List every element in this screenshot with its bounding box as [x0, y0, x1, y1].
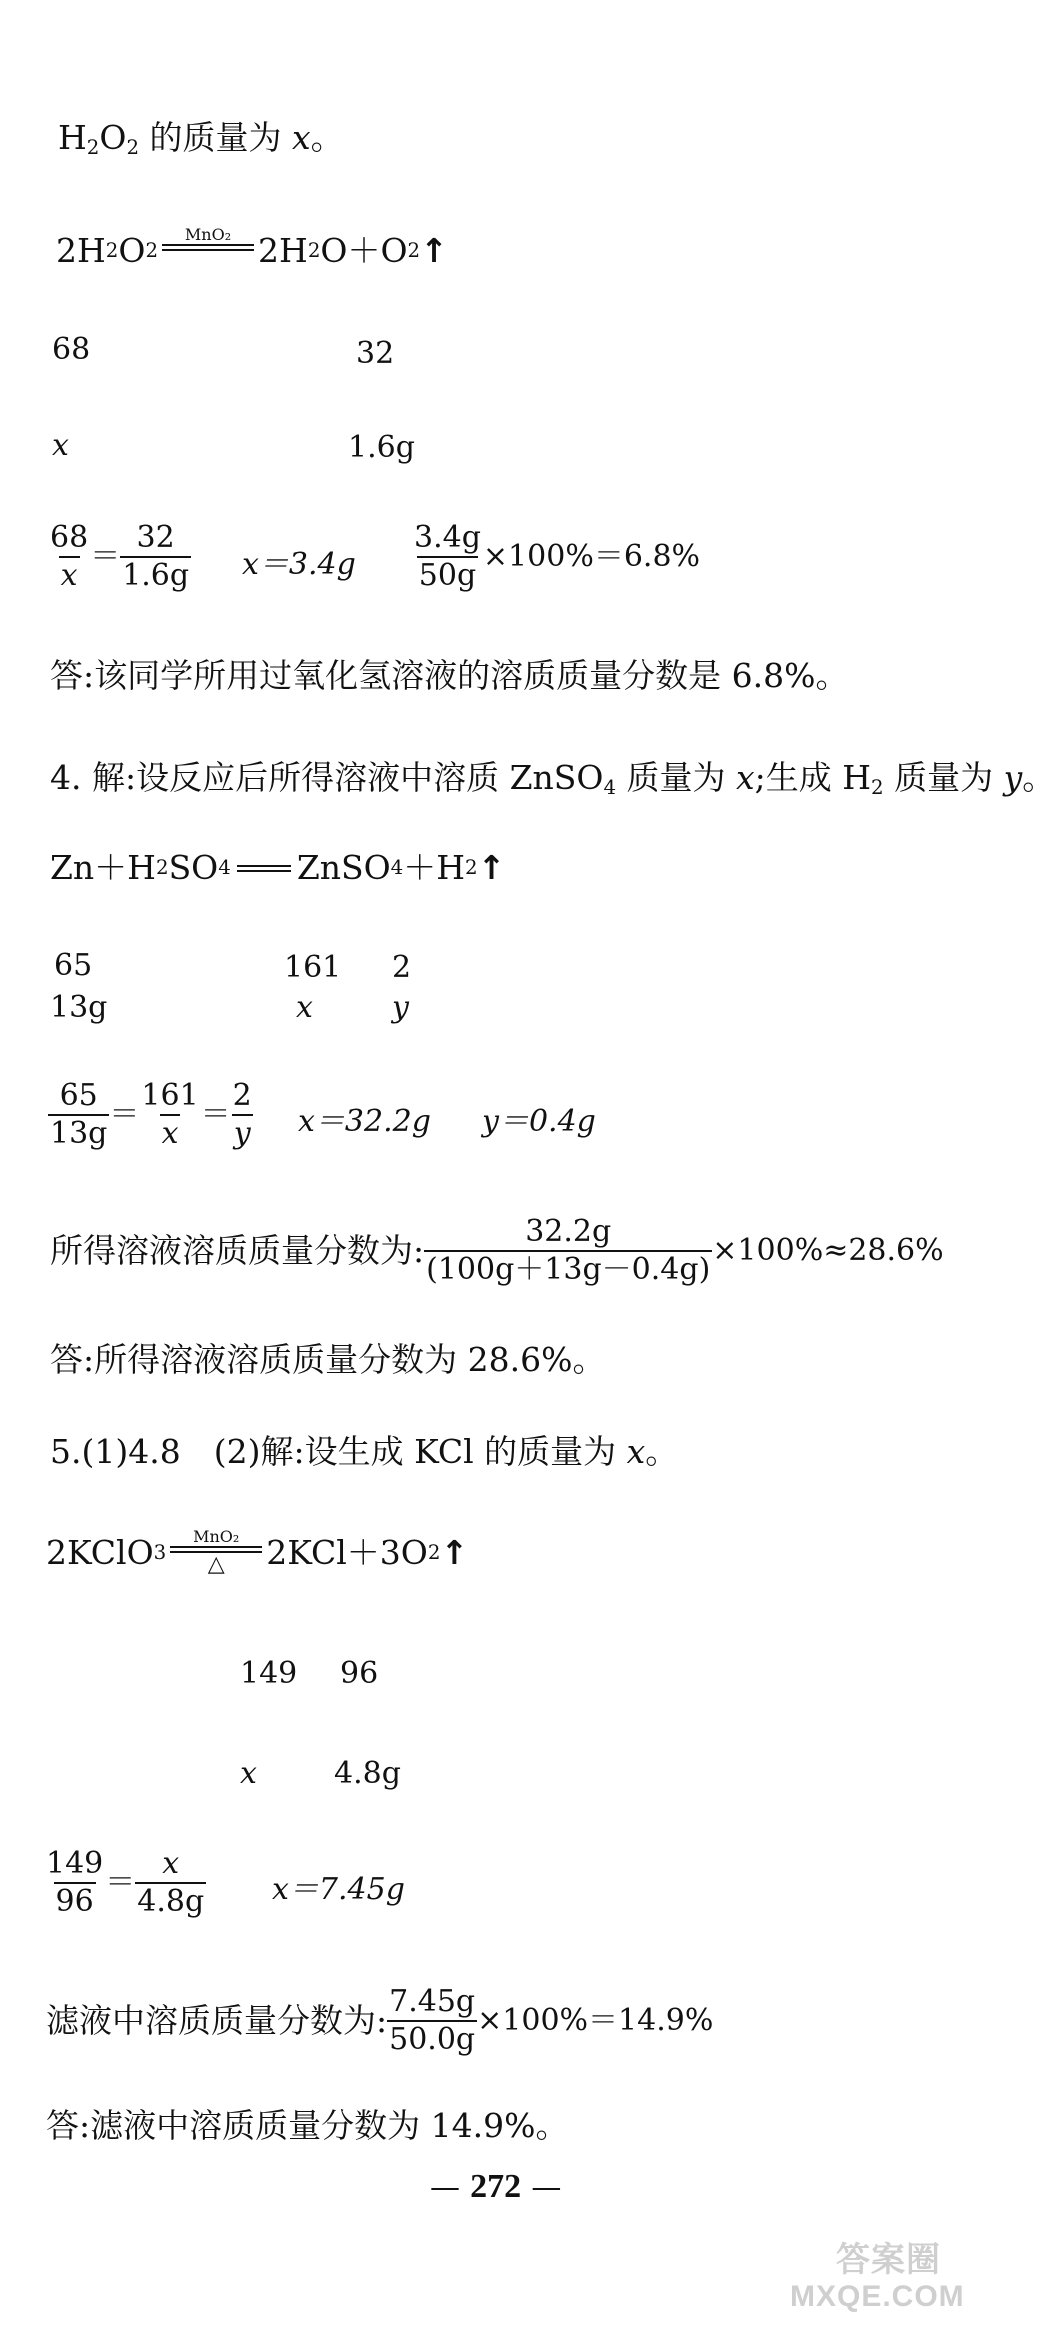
p5-reaction-condition: MnO₂ △ — [170, 1528, 262, 1577]
watermark-logo: 答案圈 — [836, 2241, 941, 2279]
p3-percent-calc: $\frac{3.4g}{50g}$ ×100%＝6.8% — [414, 520, 701, 593]
p4-answer: 答:所得溶液溶质质量分数为 28.6%。 — [50, 1340, 606, 1379]
watermark-site: MXQE.COM — [790, 2280, 965, 2313]
p4-mass-zn: 13g — [50, 990, 108, 1025]
p3-mr-h2o2: 68 — [52, 332, 91, 367]
p3-ratio: $\frac{68}{x}$ ＝ $\frac{32}{1.6g}$ — [50, 520, 190, 593]
p3-mr-o2: 32 — [356, 336, 395, 371]
p4-var-x: x — [296, 990, 313, 1025]
heat-icon: △ — [207, 1552, 225, 1577]
p5-x-result: x＝7.45g — [272, 1872, 405, 1907]
gas-arrow-icon: ↑ — [440, 1532, 469, 1572]
p5-percent-calc: 滤液中溶质质量分数为: $\frac{7.45g}{50.0g}$ ×100%＝14.9% — [46, 1984, 714, 2057]
p5-mass-o2: 4.8g — [334, 1756, 401, 1791]
gas-arrow-icon: ↑ — [420, 230, 448, 270]
p4-intro: 4. 解:设反应后所得溶液中溶质 ZnSO$_4$ 质量为 x;生成 $H_2$ 质量为 y。 — [50, 758, 1055, 799]
p5-mr-o2: 96 — [340, 1656, 379, 1691]
p5-mr-kcl: 149 — [240, 1656, 298, 1691]
p4-mr-znso4: 161 — [284, 950, 342, 985]
p5-intro: 5.(1)4.8 (2)解:设生成 KCl 的质量为 x。 — [50, 1432, 679, 1471]
p3-mass-o2: 1.6g — [348, 430, 415, 465]
p4-equation: Zn＋H 2 SO 4 ZnSO 4 ＋H 2 ↑ — [50, 848, 506, 887]
p5-answer: 答:滤液中溶质质量分数为 14.9%。 — [46, 2106, 569, 2145]
p4-var-y: y — [392, 990, 409, 1025]
p4-mr-zn: 65 — [54, 948, 93, 983]
p3-intro: $H_2O_2$ 的质量为 x。 — [58, 118, 344, 159]
p5-ratio: $\frac{149}{96}$ ＝ $\frac{x}{4.8g}$ — [46, 1846, 205, 1919]
p4-x-result: x＝32.2g — [298, 1104, 431, 1139]
p4-percent-calc: 所得溶液溶质质量分数为: $\frac{32.2g}{(100g+13g-0.4g)}$ ×100%≈28.6% — [50, 1214, 944, 1287]
p3-reaction-condition: MnO₂ — [162, 226, 254, 275]
p3-equation: 2H 2 O 2 MnO₂ 2H 2 O＋O 2 ↑ — [56, 226, 448, 275]
p4-ratio: $\frac{65}{13g}$ ＝ $\frac{161}{x}$ ＝ $\frac{2}{y}$ — [50, 1078, 252, 1151]
gas-arrow-icon: ↑ — [477, 848, 506, 887]
p5-equation: 2KClO 3 MnO₂ △ 2KCl＋3O 2 ↑ — [46, 1527, 469, 1577]
page-number: — 272 — — [430, 2168, 562, 2205]
p5-var-x: x — [240, 1756, 257, 1791]
p3-x-result: x＝3.4g — [242, 547, 356, 582]
p3-var-x: x — [52, 428, 69, 463]
p4-mr-h2: 2 — [392, 950, 412, 985]
p3-answer: 答:该同学所用过氧化氢溶液的溶质质量分数是 6.8%。 — [50, 656, 849, 695]
p4-equals-sign — [237, 865, 291, 872]
p4-y-result: y＝0.4g — [482, 1104, 596, 1139]
